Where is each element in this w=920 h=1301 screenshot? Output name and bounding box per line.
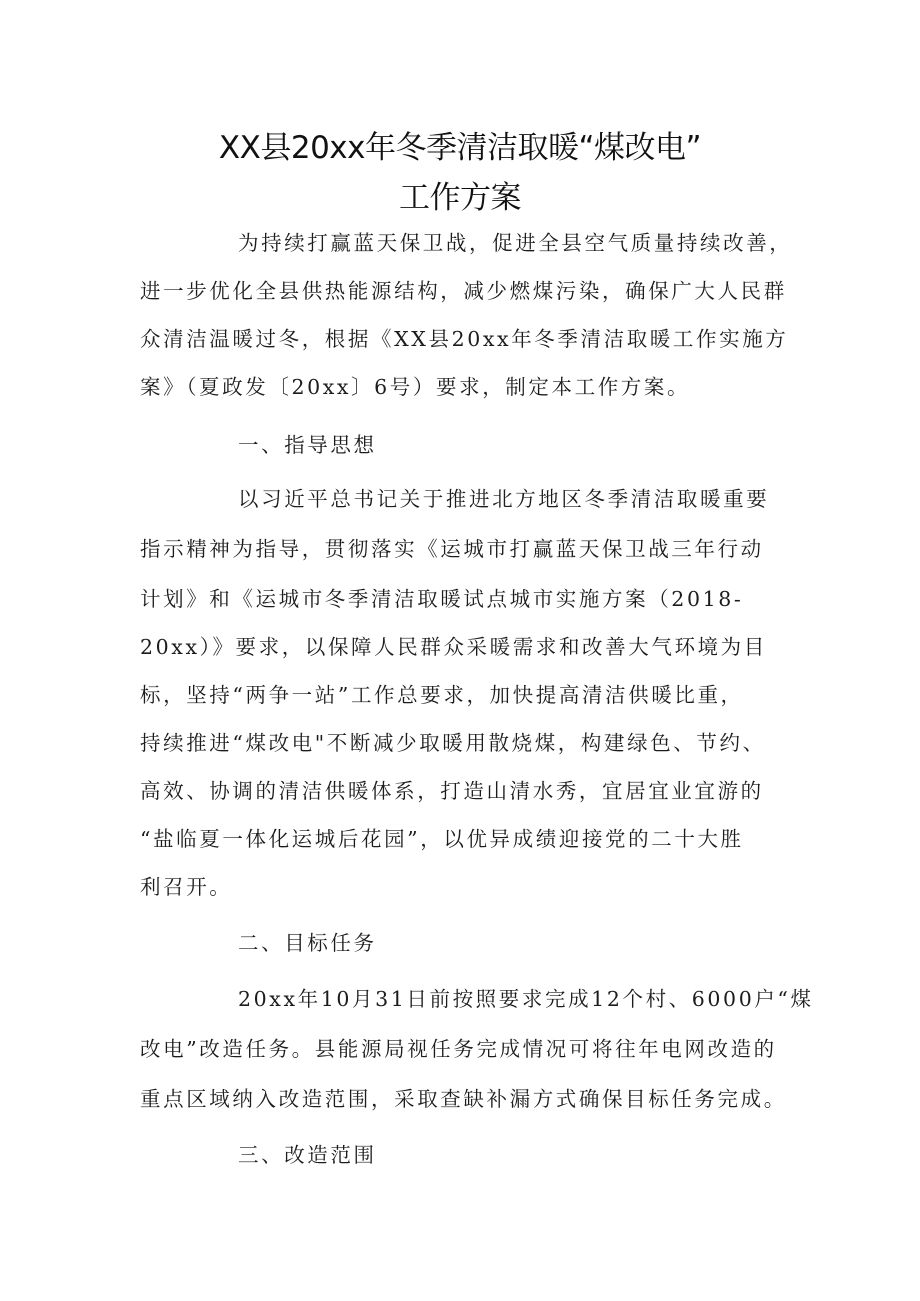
intro-line: 为持续打赢蓝天保卫战，促进全县空气质量持续改善， (238, 231, 793, 255)
document-title-line-1: XX县20xx年冬季清洁取暖“煤改电” (218, 130, 702, 166)
section2-line: 重点区域纳入改造范围，采取查缺补漏方式确保目标任务完成。 (140, 1087, 787, 1111)
section-heading-targets: 二、目标任务 (238, 931, 377, 955)
section1-line: “盐临夏一体化运城后花园”，以优异成绩迎接党的二十大胜 (140, 827, 744, 851)
section1-line: 以习近平总书记关于推进北方地区冬季清洁取暖重要 (238, 487, 770, 511)
section1-line: 高效、协调的清洁供暖体系，打造山清水秀，宜居宜业宜游的 (140, 779, 764, 803)
intro-line: 众清洁温暖过冬，根据《XX县20xx年冬季清洁取暖工作实施方 (140, 327, 789, 351)
section1-line: 标，坚持“两争一站”工作总要求，加快提高清洁供暖比重， (140, 683, 744, 707)
section1-line: 利召开。 (140, 875, 233, 899)
section1-line: 20xx）》要求，以保障人民群众采暖需求和改善大气环境为目 (140, 635, 767, 659)
section2-line: 改电”改造任务。县能源局视任务完成情况可将往年电网改造的 (140, 1037, 777, 1061)
section1-line: 计划》和《运城市冬季清洁取暖试点城市实施方案（2018- (140, 587, 744, 611)
section1-line: 指示精神为指导，贯彻落实《运城市打赢蓝天保卫战三年行动 (140, 537, 764, 561)
section-heading-guiding-ideology: 一、指导思想 (238, 433, 377, 457)
section2-line: 20xx年10月31日前按照要求完成12个村、6000户“煤 (238, 987, 814, 1011)
intro-line: 案》（夏政发〔20xx〕6号）要求，制定本工作方案。 (140, 375, 691, 399)
intro-line: 进一步优化全县供热能源结构，减少燃煤污染，确保广大人民群 (140, 279, 787, 303)
section1-line: 持续推进“煤改电"不断减少取暖用散烧煤，构建绿色、节约、 (140, 731, 766, 755)
document-title-line-2: 工作方案 (399, 180, 521, 216)
section-heading-scope: 三、改造范围 (238, 1143, 377, 1167)
